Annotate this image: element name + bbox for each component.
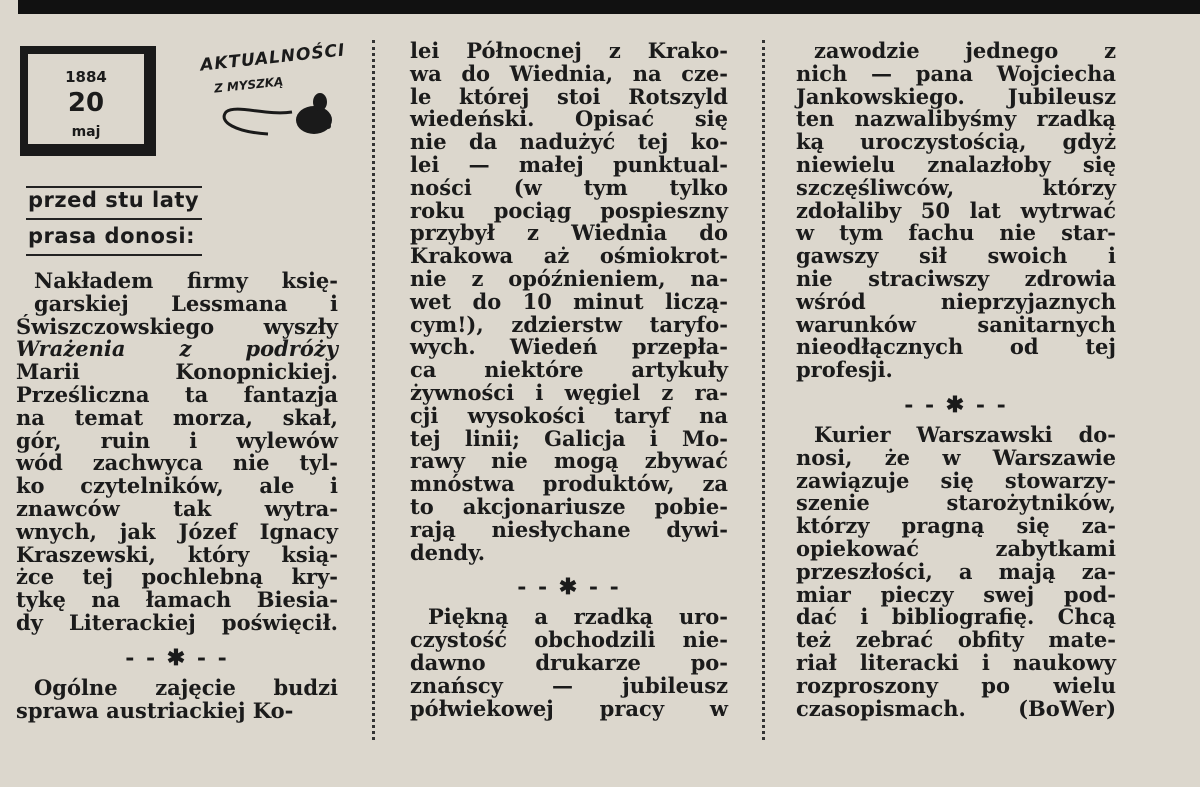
text-line: niewielu znalazłoby się bbox=[796, 151, 1116, 177]
text-line: zdołaliby 50 lat wytrwać bbox=[796, 197, 1116, 223]
text-line: ten nazwalibyśmy rzadką bbox=[796, 106, 1116, 132]
text-line: Ogólne zajęcie budzi bbox=[34, 674, 338, 700]
mouse-icon bbox=[196, 42, 342, 138]
text-line: wiedeński. Opisać się bbox=[410, 106, 728, 132]
text-line: wet do 10 minut liczą- bbox=[410, 288, 728, 314]
text-line: cji wysokości taryf na bbox=[410, 402, 728, 428]
logo-title: AKTUALNOŚCI bbox=[199, 40, 347, 76]
text-line: sprawa austriackiej Ko- bbox=[16, 697, 294, 723]
text-line: Nakładem firmy księ- bbox=[34, 268, 338, 293]
text-line: nie da nadużyć tej ko- bbox=[410, 129, 728, 155]
text-line: le której stoi Rotszyld bbox=[410, 83, 728, 109]
text-line: wa do Wiednia, na cze- bbox=[410, 60, 728, 86]
text-line: ca niektóre artykuły bbox=[410, 357, 728, 383]
text-line: zawodzie jednego z bbox=[814, 38, 1116, 63]
text-line: miar pieczy swej pod- bbox=[796, 581, 1116, 607]
text-line: to akcjonariusze pobie- bbox=[410, 493, 728, 519]
text-line: nosi, że w Warszawie bbox=[796, 444, 1116, 470]
date-year: 1884 bbox=[65, 68, 107, 86]
text-line: Świszczowskiego wyszły bbox=[16, 313, 338, 339]
text-line: roku pociąg pospieszny bbox=[410, 197, 728, 223]
separator-asterisk: - - ✱ - - bbox=[125, 644, 229, 671]
text-line: żce tej pochlebną kry- bbox=[16, 564, 338, 590]
text-line: na temat morza, skał, bbox=[16, 404, 338, 430]
text-line: Jankowskiego. Jubileusz bbox=[796, 83, 1116, 109]
separator-asterisk: - - ✱ - - bbox=[517, 574, 621, 601]
text-line: rozproszony po wielu bbox=[796, 672, 1116, 698]
text-line: w tym fachu nie star- bbox=[796, 220, 1116, 246]
text-line: czystość obchodzili nie- bbox=[410, 627, 728, 653]
column-divider-2 bbox=[762, 40, 765, 740]
column-logo bbox=[196, 40, 347, 138]
text-line: gawszy sił swoich i bbox=[796, 243, 1116, 269]
text-line: rawy nie mogą zbywać bbox=[410, 448, 728, 474]
text-line: żywności i węgiel z ra- bbox=[410, 379, 728, 405]
text-line: nie z opóźnieniem, na- bbox=[410, 265, 728, 291]
date-month: maj bbox=[71, 124, 101, 140]
text-line: dawno drukarze po- bbox=[410, 649, 728, 675]
text-line: riał literacki i naukowy bbox=[796, 649, 1116, 675]
text-line: gór, ruin i wylewów bbox=[16, 427, 338, 453]
text-line: Kraszewski, który ksią- bbox=[16, 541, 338, 567]
text-line: profesji. bbox=[796, 357, 893, 383]
text-line: nie straciwszy zdrowia bbox=[796, 265, 1116, 291]
text-line: ką uroczystością, gdyż bbox=[796, 129, 1116, 155]
section-heading-2: prasa donosi: bbox=[28, 224, 195, 248]
heading-rule-bottom bbox=[26, 254, 202, 256]
text-line: Krakowa aż ośmiokrot- bbox=[410, 243, 728, 269]
text-line: szczęśliwców, którzy bbox=[796, 174, 1116, 200]
text-line: też zebrać obfity mate- bbox=[796, 627, 1116, 653]
text-line: mnóstwa produktów, za bbox=[410, 471, 728, 497]
text-line: cym!), zdzierstw taryfo- bbox=[410, 311, 728, 337]
text-line: wśród nieprzyjaznych bbox=[796, 288, 1116, 314]
text-line: znańscy — jubileusz bbox=[410, 672, 728, 698]
text-line: dendy. bbox=[410, 539, 486, 565]
text-line: przeszłości, a mają za- bbox=[796, 558, 1116, 584]
text-line: rają niesłychane dywi- bbox=[410, 516, 728, 542]
text-line: nich — pana Wojciecha bbox=[796, 60, 1116, 86]
text-line: zawiązuje się stowarzy- bbox=[796, 467, 1116, 493]
logo-subtitle: Z MYSZKĄ bbox=[213, 74, 284, 96]
column-divider-1 bbox=[372, 40, 375, 740]
text-line: wych. Wiedeń przepła- bbox=[410, 334, 728, 360]
text-line: opiekować zabytkami bbox=[796, 535, 1116, 561]
text-line: tykę na łamach Biesia- bbox=[16, 587, 338, 613]
text-line: lei — małej punktual- bbox=[410, 151, 728, 177]
heading-rule-mid bbox=[26, 218, 202, 220]
text-line: dać i bibliografię. Chcą bbox=[796, 604, 1116, 630]
text-line: garskiej Lessmana i bbox=[34, 290, 338, 316]
separator-asterisk: - - ✱ - - bbox=[904, 391, 1008, 418]
text-line: ko czytelników, ale i bbox=[16, 473, 338, 499]
text-line: półwiekowej pracy w bbox=[410, 695, 728, 721]
text-line: szenie starożytników, bbox=[796, 490, 1116, 516]
column-1 bbox=[16, 270, 338, 722]
text-line: przybył z Wiednia do bbox=[410, 220, 728, 246]
text-line: nieodłącznych od tej bbox=[796, 334, 1116, 360]
text-line: wnych, jak Józef Ignacy bbox=[16, 518, 338, 544]
text-line: lei Północnej z Krako- bbox=[410, 38, 728, 63]
column-2 bbox=[410, 40, 728, 720]
text-line: Prześliczna ta fantazja bbox=[16, 381, 338, 407]
text-line: wód zachwyca nie tyl- bbox=[16, 450, 338, 476]
text-line: Piękną a rzadką uro- bbox=[428, 604, 728, 630]
section-heading-1: przed stu laty bbox=[28, 188, 200, 212]
text-line: znawców tak wytra- bbox=[16, 495, 338, 521]
text-line: Marii Konopnickiej. bbox=[16, 359, 338, 385]
text-line: warunków sanitarnych bbox=[796, 311, 1116, 337]
date-day: 20 bbox=[67, 88, 105, 118]
text-line: dy Literackiej poświęcił. bbox=[16, 609, 338, 635]
text-line: tej linii; Galicja i Mo- bbox=[410, 425, 728, 451]
column-3 bbox=[796, 40, 1116, 720]
text-line: Wrażenia z podróży bbox=[16, 336, 338, 362]
text-line: którzy pragną się za- bbox=[796, 513, 1116, 539]
text-line: Kurier Warszawski do- bbox=[814, 421, 1116, 447]
text-line: czasopismach. (BoWer) bbox=[796, 695, 1116, 721]
text-line: ności (w tym tylko bbox=[410, 174, 728, 200]
date-box bbox=[20, 46, 156, 156]
top-rule bbox=[18, 0, 1200, 14]
